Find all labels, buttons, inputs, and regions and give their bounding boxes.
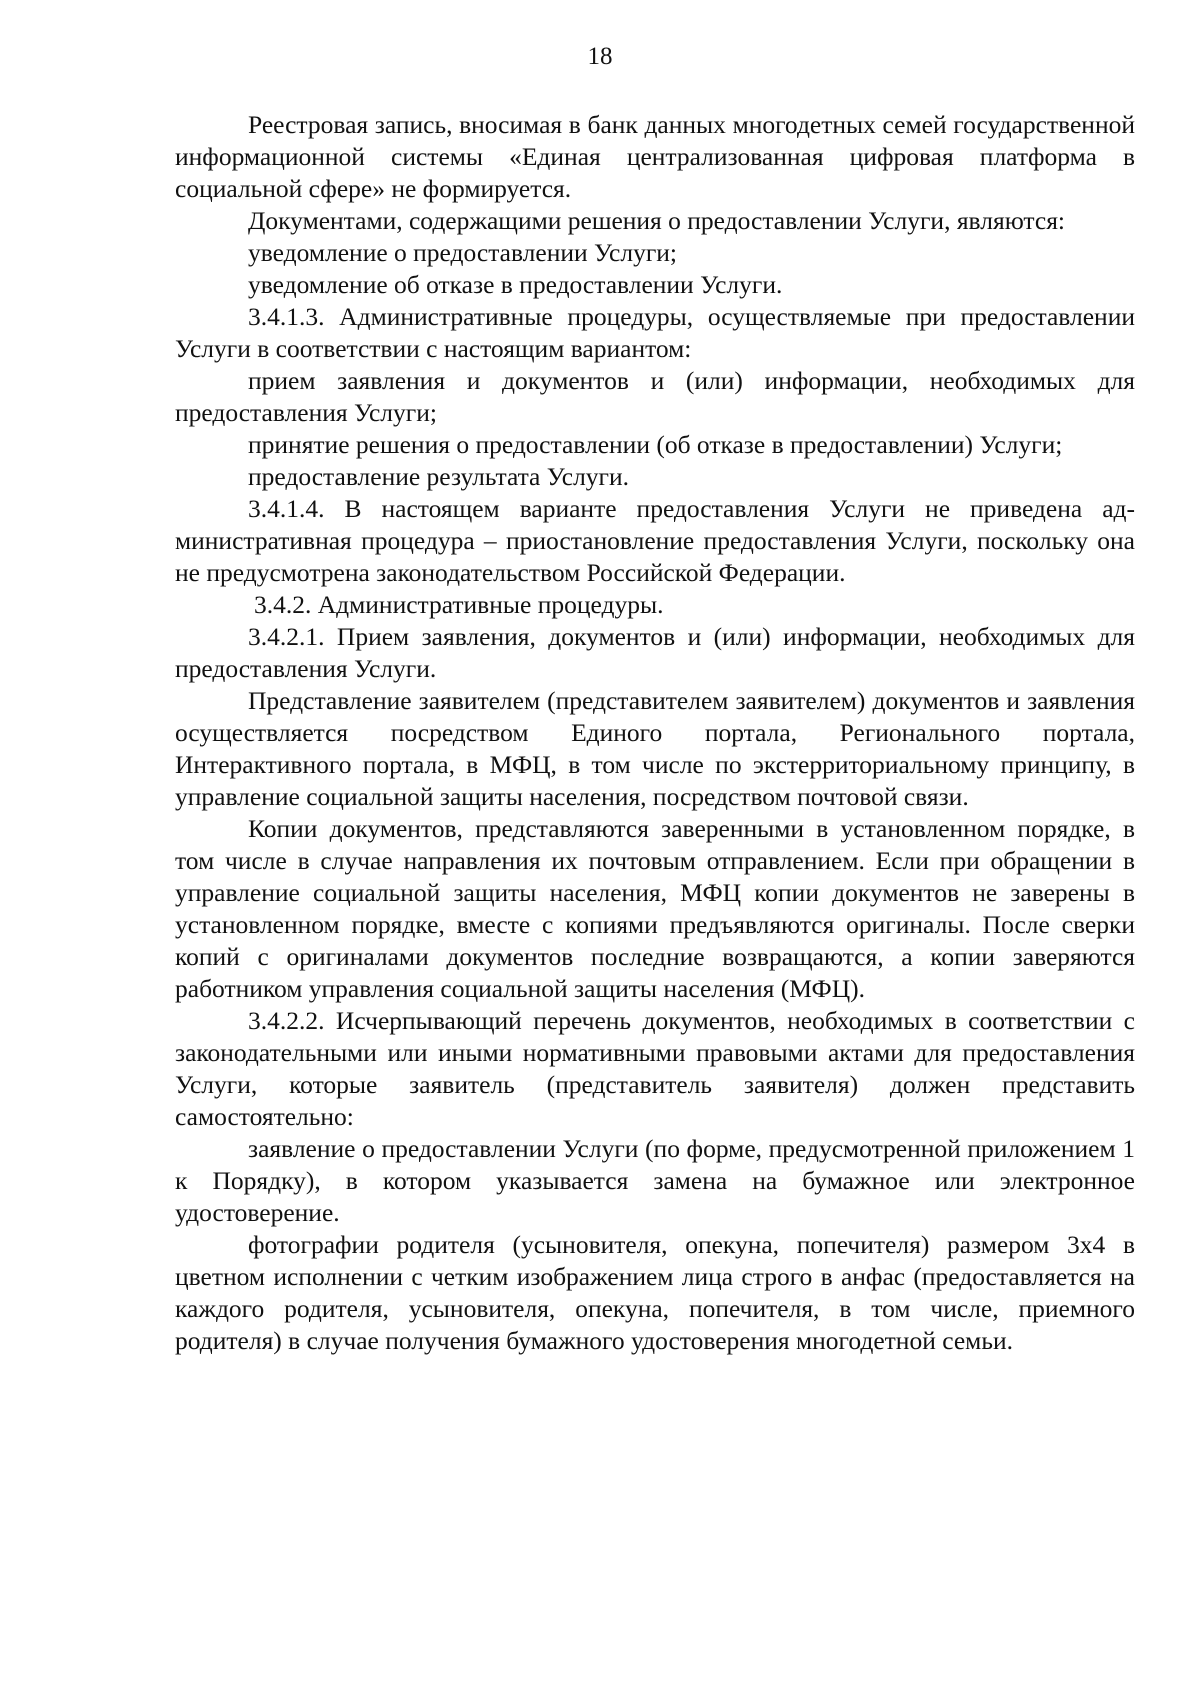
list-item-result-delivery: предоставление результата Услуги.: [248, 462, 630, 491]
list-item-application-form: заявление о предоставлении Услуги (по форме, предусмотренной приложением 1 к Порядку), в котором указывается замена на бумажное или электронное удостоверение.: [175, 1134, 1135, 1227]
paragraph-registry-entry: Реестровая запись, вносимая в банк данных многодетных семей государственной информационной системы «Единая централизованная цифровая платформа в социальной сфере» не формируется.: [175, 110, 1135, 203]
list-item-grant-notice: уведомление о предоставлении Услуги;: [248, 238, 678, 267]
list-item-refusal-notice: уведомление об отказе в предоставлении Услуги.: [248, 270, 783, 299]
paragraph-3-4-1-3: 3.4.1.3. Административные процедуры, осуществляемые при предоставлении Услуги в соответствии с настоящим вариантом:: [175, 302, 1135, 363]
paragraph-submission-channels: Представление заявителем (представителем заявителем) документов и заявления осуществляется посредством Единого портала, Регионального портала, Интерактивного портала, в МФЦ, в том числе по экстерриториальному принципу, в управление социальной защиты населения, посредством почтовой связи.: [175, 686, 1135, 811]
list-item-application-intake: прием заявления и документов и (или) информации, необходимых для предоставления Услуги;: [175, 366, 1135, 427]
list-item-photographs: фотографии родителя (усыновителя, опекуна, попечителя) размером 3х4 в цветном исполнении с четким изображением лица строго в анфас (предоставляется на каждого родителя, усыновителя, опекуна, попечителя, в том числе, приемного родителя) в случае получения бумажного удостоверения многодетной семьи.: [175, 1230, 1135, 1355]
paragraph-decision-documents: Документами, содержащими решения о предоставлении Услуги, являются:: [248, 206, 1066, 235]
paragraph-3-4-1-4: 3.4.1.4. В настоящем варианте предоставления Услуги не приведена административная процедура – приостановление предоставления Услуги, поскольку она не предусмотрена законодательством Российской Федерации.: [175, 494, 1135, 587]
paragraph-3-4-2-2: 3.4.2.2. Исчерпывающий перечень документов, необходимых в соответствии с законодательными или иными нормативными правовыми актами для предоставления Услуги, которые заявитель (представитель заявителя) должен представить самостоятельно:: [175, 1006, 1135, 1131]
page-number: 18: [587, 43, 613, 70]
heading-3-4-2: 3.4.2. Административные процедуры.: [254, 590, 664, 619]
document-body: [175, 109, 1135, 1357]
paragraph-document-copies: Копии документов, представляются заверенными в установленном порядке, в том числе в случае направления их почтовым отправлением. Если при обращении в управление социальной защиты населения, МФЦ копии документов не заверены в установленном порядке, вместе с копиями предъявляются оригиналы. После сверки копий с оригиналами документов последние возвращаются, а копии заверяются работником управления социальной защиты населения (МФЦ).: [175, 814, 1135, 1003]
list-item-decision-making: принятие решения о предоставлении (об отказе в предоставлении) Услуги;: [248, 430, 1063, 459]
paragraph-3-4-2-1: 3.4.2.1. Прием заявления, документов и (или) информации, необходимых для предоставления Услуги.: [175, 622, 1135, 683]
